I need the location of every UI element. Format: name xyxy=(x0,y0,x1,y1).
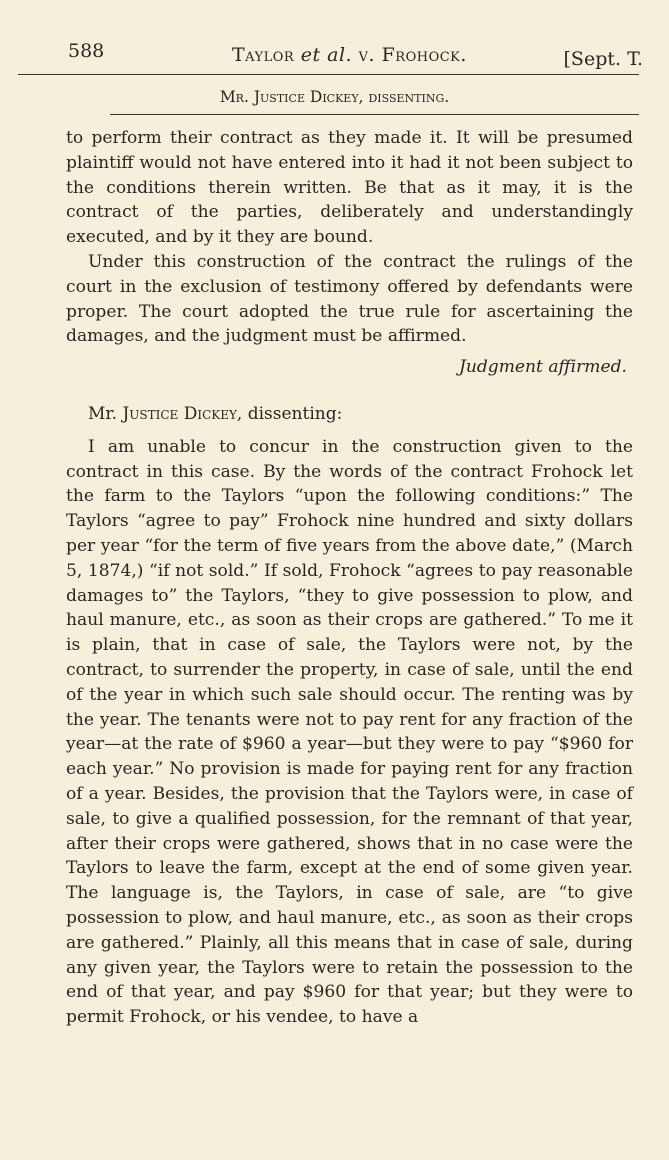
dissent-heading xyxy=(66,402,633,427)
judgment-affirmed: Judgment affirmed. xyxy=(458,357,627,378)
running-title-right: v. Frohock. xyxy=(352,44,467,66)
page-body xyxy=(66,126,633,1030)
header-rule xyxy=(18,74,639,75)
section-subhead: Mr. Justice Dickey, dissenting. xyxy=(219,88,450,106)
dissent-heading-name: Justice Dickey xyxy=(122,403,237,424)
dissent-heading-prefix: Mr. xyxy=(88,403,123,424)
paragraph-continuation: to perform their contract as they made it. It will be presumed plaintiff would not have entered into it had it not been subject to the conditions therein written. Be that as it may, it is the contract of the parties, deliberately and understandingly executed, and by it they are bound. xyxy=(66,128,633,248)
dissent-heading-suffix: , dissenting: xyxy=(236,403,343,424)
subhead-rule xyxy=(110,114,639,115)
page-number: 588 xyxy=(68,40,105,62)
term-label: [Sept. T. xyxy=(563,48,643,70)
paragraph-ruling: Under this construction of the contract the rulings of the court in the exclusion of testimony offered by defendants were proper. The court adopted the true rule for ascertaining the damages, and the judgment must be affirmed. xyxy=(66,251,633,347)
running-title-left: Taylor xyxy=(232,44,301,66)
running-title xyxy=(232,44,467,66)
paragraph-dissent: I am unable to concur in the construction given to the contract in this case. By the words of the contract Frohock let the farm to the Taylors “upon the following conditions:” The Taylors “agree to pay” Frohock nine hundred and sixty dollars per year “for the term of five years from the above date,” (March 5, 1874,) “if not sold.” If sold, Frohock “agrees to pay reasonable damages to” the Taylors, “they to give possession to plow, and haul manure, etc., as soon as their crops are gathered.” To me it is plain, that in case of sale, the Taylors were not, by the contract, to surrender the property, in case of sale, until the end of the year in which such sale should occur. The renting was by the year. The tenants were not to pay rent for any fraction of the year—at the rate of $960 a year—but they were to pay “$960 for each year.” No provision is made for paying rent for any fraction of a year. Besides, the provision that the Taylors were, in case of sale, to give a qualified possession, for the remnant of that year, after their crops were gathered, shows that in no case were the Taylors to leave the farm, except at the end of some given year. The language is, the Taylors, in case of sale, are “to give possession to plow, and haul manure, etc., as soon as their crops are gathered.” Plainly, all this means that in case of sale, during any given year, the Taylors were to retain the possession to the end of that year, and pay $960 for that year; but they were to permit Frohock, or his vendee, to have a xyxy=(66,436,633,1028)
running-title-italic: et al. xyxy=(300,44,353,66)
